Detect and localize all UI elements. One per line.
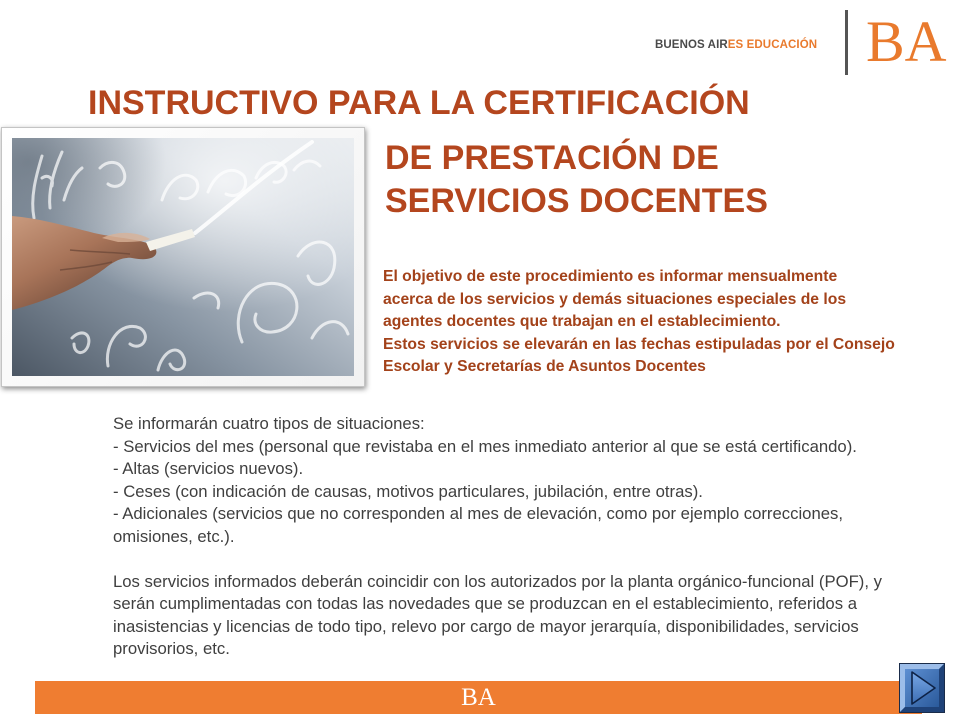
list-item: - Servicios del mes (personal que revistaba en el mes inmediato anterior al que se está certificando). (113, 436, 857, 456)
footer-bar (35, 681, 922, 714)
paragraph-line: provisorios, etc. (113, 639, 230, 658)
title-line-2: DE PRESTACIÓN DE (385, 139, 719, 177)
photo-frame (1, 127, 365, 387)
ba-logo: BA (866, 9, 947, 74)
pof-paragraph (113, 571, 882, 661)
intro-line: El objetivo de este procedimiento es informar mensualmente (383, 268, 838, 285)
next-slide-button[interactable] (899, 663, 945, 713)
situations-heading: Se informarán cuatro tipos de situaciones: (113, 414, 425, 433)
chalkboard-photo (12, 138, 354, 376)
brand-text-educacion: ES EDUCACIÓN (727, 39, 818, 51)
next-button-graphic (899, 663, 945, 713)
title-line-3: SERVICIOS DOCENTES (385, 182, 768, 220)
list-item: - Adicionales (servicios que no corresponden al mes de elevación, como por ejemplo correcciones, (113, 504, 843, 523)
logo-divider (845, 10, 848, 75)
footer-ba-logo: BA (461, 684, 496, 711)
intro-line: agentes docentes que trabajan en el establecimiento. (383, 313, 781, 330)
situations-paragraph (113, 413, 882, 548)
body-text (113, 413, 882, 661)
paragraph-line: Los servicios informados deberán coincidir con los autorizados por la planta orgánico-funcional (POF), y (113, 571, 882, 591)
title-line-1: INSTRUCTIVO PARA LA CERTIFICACIÓN (88, 84, 750, 122)
intro-line: Escolar y Secretarías de Asuntos Docentes (383, 358, 706, 375)
intro-paragraph (383, 266, 895, 379)
intro-line: acerca de los servicios y demás situaciones especiales de los (383, 290, 847, 308)
brand-text-buenos-aires: BUENOS AIR (655, 39, 728, 51)
list-item-continuation: omisiones, etc.). (113, 526, 235, 546)
brand-text (655, 38, 817, 52)
list-item: - Altas (servicios nuevos). (113, 459, 304, 478)
intro-line: Estos servicios se elevarán en las fechas estipuladas por el Consejo (383, 335, 895, 353)
paragraph-line: inasistencias y licencias de todo tipo, relevo por cargo de mayor jerarquía, disponibilidades, servicios (113, 616, 859, 636)
list-item: - Ceses (con indicación de causas, motivos particulares, jubilación, entre otras). (113, 481, 703, 501)
paragraph-line: serán cumplimentadas con todas las novedades que se produzcan en el establecimiento, referidos a (113, 594, 857, 613)
